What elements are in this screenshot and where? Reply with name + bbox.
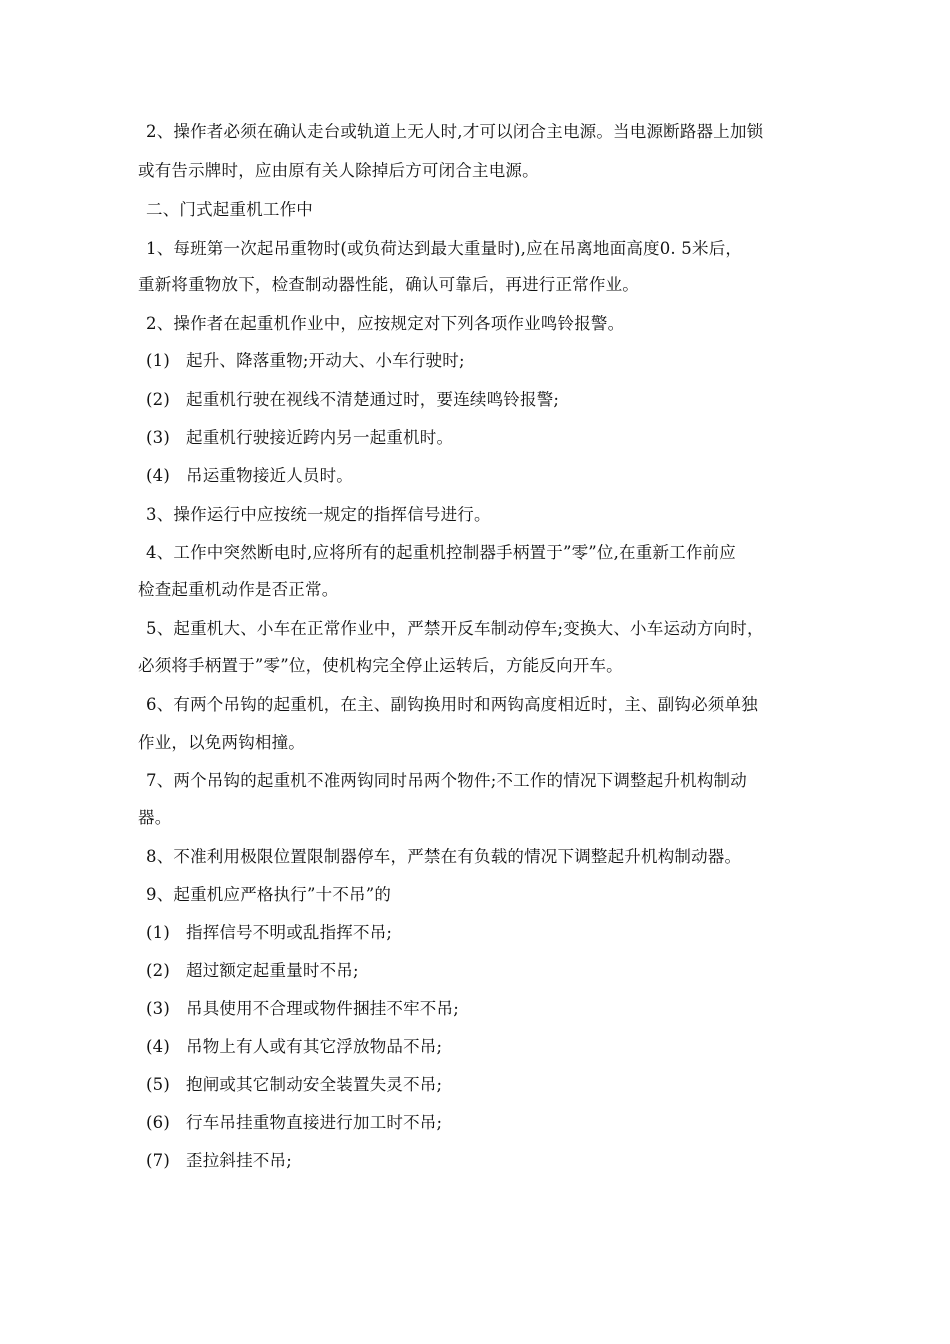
paragraph-line: 必须将手柄置于”零”位，使机构完全停止运转后，方能反向开车。 (138, 656, 623, 675)
list-text: 起重机行驶接近跨内另一起重机时。 (186, 428, 454, 447)
paragraph-line: 7、两个吊钩的起重机不准两钩同时吊两个物件;不工作的情况下调整起升机构制动 (146, 771, 747, 790)
paragraph-line: 8、不准利用极限位置限制器停车，严禁在有负载的情况下调整起升机构制动器。 (146, 847, 742, 866)
paragraph-line: 4、工作中突然断电时,应将所有的起重机控制器手柄置于”零”位,在重新工作前应 (146, 543, 736, 562)
list-item (146, 464, 836, 488)
list-item (146, 997, 836, 1021)
paragraph-line: 3、操作运行中应按统一规定的指挥信号进行。 (146, 505, 491, 524)
paragraph-line: 器。 (138, 808, 172, 827)
list-number: (1) (146, 923, 170, 942)
list-number: (7) (146, 1151, 170, 1170)
list-item (146, 1149, 836, 1173)
list-text: 起重机行驶在视线不清楚通过时，要连续鸣铃报警; (186, 390, 560, 409)
list-number: (4) (146, 1037, 170, 1056)
list-item (146, 349, 836, 373)
list-number: (2) (146, 390, 170, 409)
paragraph-line: 9、起重机应严格执行”十不吊”的 (146, 885, 392, 904)
paragraph-line: 或有告示牌时，应由原有关人除掉后方可闭合主电源。 (138, 161, 539, 180)
paragraph-line: 作业，以免两钩相撞。 (138, 733, 305, 752)
paragraph-line: 重新将重物放下，检查制动器性能，确认可靠后，再进行正常作业。 (138, 275, 639, 294)
list-number: (3) (146, 428, 170, 447)
list-text: 抱闸或其它制动安全装置失灵不吊; (186, 1075, 443, 1094)
list-text: 吊运重物接近人员时。 (186, 466, 353, 485)
list-item (146, 426, 836, 450)
paragraph-line: 5、起重机大、小车在正常作业中，严禁开反车制动停车;变换大、小车运动方向时， (146, 619, 764, 638)
list-item (146, 1073, 836, 1097)
list-text: 行车吊挂重物直接进行加工时不吊; (186, 1113, 443, 1132)
paragraph-line: 6、有两个吊钩的起重机，在主、副钩换用时和两钩高度相近时，主、副钩必须单独 (146, 695, 758, 714)
list-text: 吊具使用不合理或物件捆挂不牢不吊; (186, 999, 459, 1018)
list-number: (1) (146, 351, 170, 370)
list-item (146, 959, 836, 983)
list-number: (2) (146, 961, 170, 980)
list-text: 歪拉斜挂不吊; (186, 1151, 292, 1170)
list-text: 起升、降落重物;开动大、小车行驶时; (186, 351, 465, 370)
list-item (146, 1111, 836, 1135)
list-item (146, 1035, 836, 1059)
list-text: 吊物上有人或有其它浮放物品不吊; (186, 1037, 443, 1056)
paragraph-line: 2、操作者在起重机作业中，应按规定对下列各项作业鸣铃报警。 (146, 314, 625, 333)
paragraph-line: 2、操作者必须在确认走台或轨道上无人时,才可以闭合主电源。当电源断路器上加锁 (146, 122, 764, 141)
paragraph-line: 1、每班第一次起吊重物时(或负荷达到最大重量时),应在吊离地面高度0. 5米后， (146, 239, 743, 258)
list-number: (5) (146, 1075, 170, 1094)
list-item (146, 921, 836, 945)
list-number: (3) (146, 999, 170, 1018)
section-heading: 二、门式起重机工作中 (146, 200, 313, 219)
list-item (146, 388, 836, 412)
list-text: 指挥信号不明或乱指挥不吊; (186, 923, 393, 942)
list-number: (6) (146, 1113, 170, 1132)
paragraph-line: 检查起重机动作是否正常。 (138, 580, 339, 599)
list-text: 超过额定起重量时不吊; (186, 961, 359, 980)
list-number: (4) (146, 466, 170, 485)
